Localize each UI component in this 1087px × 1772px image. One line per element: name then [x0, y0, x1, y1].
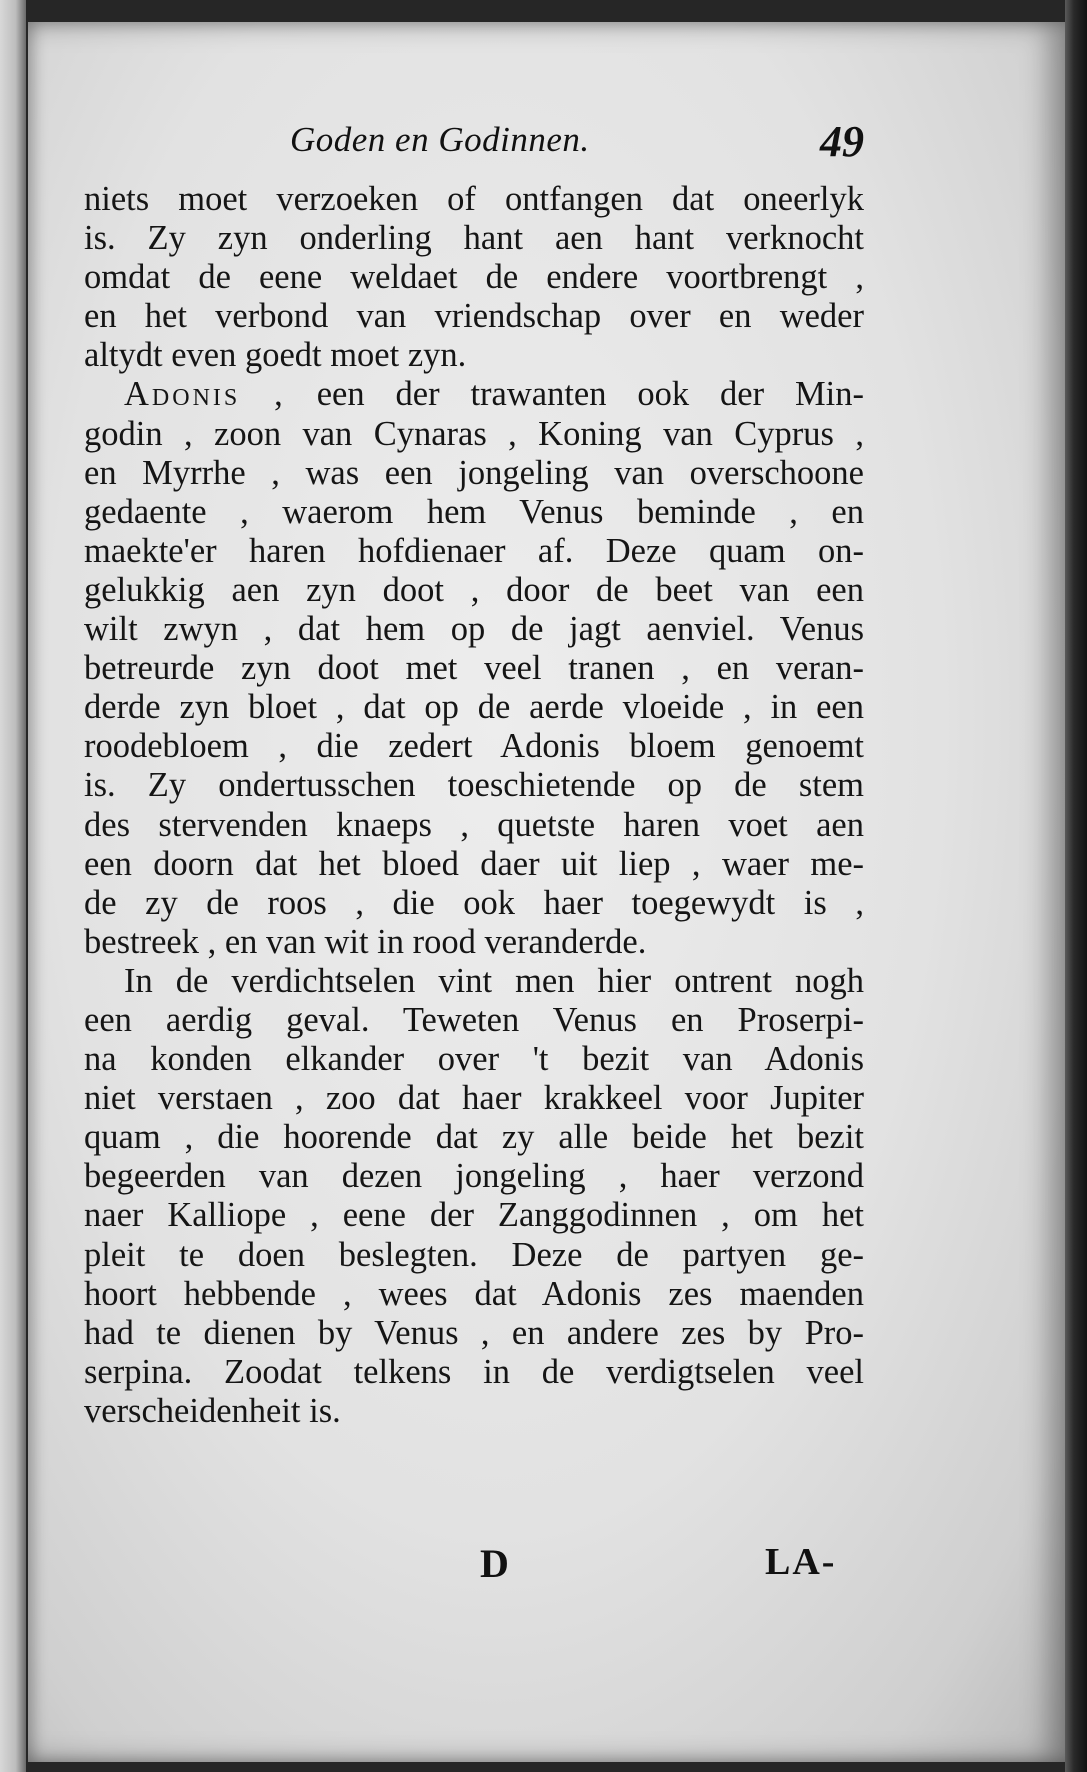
text-line: serpina. Zoodat telkens in de verdigtselen veel: [84, 1352, 864, 1391]
text-line: is. Zy zyn onderling hant aen hant verknocht: [84, 219, 864, 258]
text-line: maekte'er haren hofdienaer af. Deze quam on-: [84, 531, 864, 570]
adonis-name: Adonis ,: [124, 375, 286, 414]
facing-page-edge: [0, 0, 26, 1772]
text-line: betreurde zyn doot met veel tranen , en veran-: [84, 649, 864, 688]
text-line: hoort hebbende , wees dat Adonis zes maenden: [84, 1274, 864, 1313]
book-spine-edge: [1065, 0, 1087, 1772]
text-line: en het verbond van vriendschap over en weder: [84, 297, 864, 336]
text-line: de zy de roos , die ook haer toegewydt is ,: [84, 883, 864, 922]
text-line: derde zyn bloet , dat op de aerde vloeide , in een: [84, 688, 864, 727]
text-line-rest: een der trawanten ook der Min-: [316, 375, 865, 414]
text-line: had te dienen by Venus , en andere zes by Pro-: [84, 1313, 864, 1352]
text-line: niet verstaen , zoo dat haer krakkeel voor Jupiter: [84, 1079, 864, 1118]
text-line: pleit te doen beslegten. Deze de partyen ge-: [84, 1235, 864, 1274]
text-line: verscheidenheit is.: [84, 1391, 341, 1430]
text-line: en Myrrhe , was een jongeling van overschoone: [84, 453, 864, 492]
text-line: naer Kalliope , eene der Zanggodinnen , om het: [84, 1196, 864, 1235]
text-line: is. Zy ondertusschen toeschietende op de stem: [84, 766, 864, 805]
text-line: godin , zoon van Cynaras , Koning van Cyprus ,: [84, 414, 864, 453]
body-text: [84, 180, 864, 1431]
text-line: niets moet verzoeken of ontfangen dat oneerlyk: [84, 180, 864, 218]
page-footer: [0, 1540, 1087, 1600]
text-line: gelukkig aen zyn doot , door de beet van een: [84, 570, 864, 609]
text-line: quam , die hoorende dat zy alle beide het bezit: [84, 1118, 864, 1157]
text-line: bestreek , en van wit in rood veranderde.: [84, 922, 647, 961]
text-line: gedaente , waerom hem Venus beminde , en: [84, 492, 864, 531]
text-line: wilt zwyn , dat hem op de jagt aenviel. Venus: [84, 610, 864, 649]
text-line: altydt even goedt moet zyn.: [84, 336, 467, 375]
text-line: een doorn dat het bloed daer uit liep , waer me-: [84, 844, 864, 883]
page-header: [290, 117, 890, 180]
text-line-paragraph-start: In de verdichtselen vint men hier ontrent nogh: [124, 961, 864, 1000]
text-line: een aerdig geval. Teweten Venus en Proserpi-: [84, 1000, 864, 1039]
running-title: Goden en Godinnen.: [290, 120, 590, 159]
text-line: des stervenden knaeps , quetste haren voet aen: [84, 805, 864, 844]
text-line: roodebloem , die zedert Adonis bloem genoemt: [84, 727, 864, 766]
text-line: na konden elkander over 't bezit van Adonis: [84, 1040, 864, 1079]
signature-mark: D: [480, 1541, 509, 1586]
text-line: omdat de eene weldaet de endere voortbrengt ,: [84, 258, 864, 297]
page-number: 49: [820, 117, 864, 166]
catchword: LA-: [765, 1541, 837, 1583]
text-line: begeerden van dezen jongeling , haer verzond: [84, 1157, 864, 1196]
text-line-paragraph-start: [84, 375, 864, 414]
